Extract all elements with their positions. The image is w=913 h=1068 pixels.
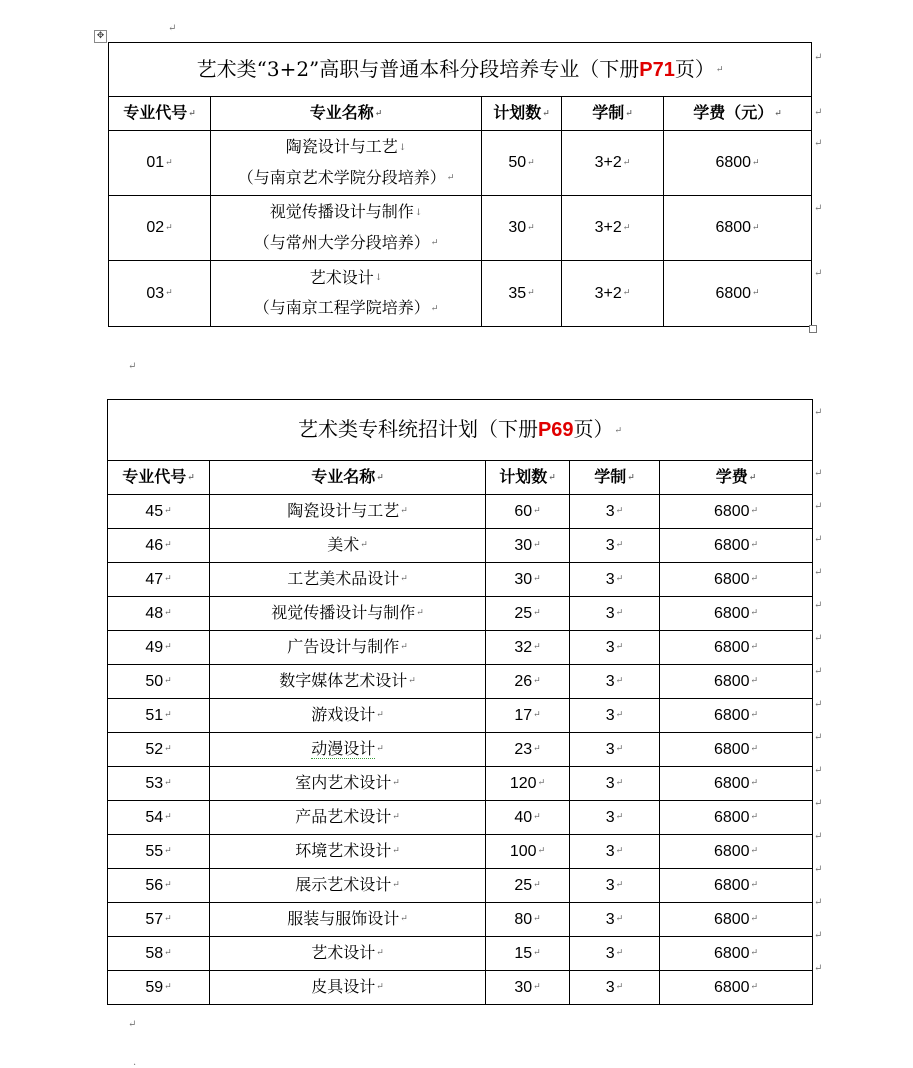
- study-system: 3↵: [570, 970, 660, 1004]
- major-code: 03↵: [109, 260, 211, 326]
- study-system: 3↵: [570, 868, 660, 902]
- table1-header-cell: 学费（元）↵: [664, 97, 812, 131]
- major-code: 51↵: [108, 698, 210, 732]
- major-name: 美术↵: [210, 528, 486, 562]
- study-system: 3↵: [570, 664, 660, 698]
- study-system: 3↵: [570, 698, 660, 732]
- tuition-fee: 6800↵: [664, 130, 812, 195]
- row-end-mark: ↵: [814, 798, 823, 809]
- study-system: 3+2↵: [562, 130, 664, 195]
- major-code: 56↵: [108, 868, 210, 902]
- major-name: 产品艺术设计↵: [210, 800, 486, 834]
- table-row: [108, 494, 813, 528]
- tuition-fee: 6800↵: [660, 902, 813, 936]
- study-system: 3↵: [570, 562, 660, 596]
- study-system: 3+2↵: [562, 195, 664, 260]
- table1-header-cell: 专业名称↵: [211, 97, 482, 131]
- table-row: [108, 562, 813, 596]
- tuition-fee: 6800↵: [660, 630, 813, 664]
- table-row: [108, 936, 813, 970]
- tuition-fee: 6800↵: [660, 766, 813, 800]
- table1-header-row: [109, 97, 812, 131]
- row-end-mark: ↵: [814, 203, 823, 214]
- table1-header-cell: 计划数↵: [482, 97, 562, 131]
- plan-count: 120↵: [486, 766, 570, 800]
- major-name: 陶瓷设计与工艺↓ （与南京艺术学院分段培养）↵: [211, 130, 482, 195]
- row-end-mark: ↵: [814, 831, 823, 842]
- paragraph-mark: ↵: [128, 1019, 137, 1030]
- plan-count: 40↵: [486, 800, 570, 834]
- major-name: 游戏设计↵: [210, 698, 486, 732]
- table2-header-cell: 专业名称↵: [210, 461, 486, 495]
- major-name: 动漫设计↵: [210, 732, 486, 766]
- row-end-mark: ↵: [814, 864, 823, 875]
- row-end-mark: ↵: [814, 633, 823, 644]
- plan-count: 80↵: [486, 902, 570, 936]
- table1-header-cell: 专业代号↵: [109, 97, 211, 131]
- study-system: 3↵: [570, 732, 660, 766]
- tuition-fee: 6800↵: [664, 195, 812, 260]
- tuition-fee: 6800↵: [660, 494, 813, 528]
- major-name: 环境艺术设计↵: [210, 834, 486, 868]
- major-code: 59↵: [108, 970, 210, 1004]
- study-system: 3↵: [570, 936, 660, 970]
- major-code: 55↵: [108, 834, 210, 868]
- study-system: 3↵: [570, 766, 660, 800]
- plan-count: 32↵: [486, 630, 570, 664]
- plan-count: 35↵: [482, 260, 562, 326]
- study-system: 3↵: [570, 902, 660, 936]
- major-name: 艺术设计↓ （与南京工程学院培养）↵: [211, 260, 482, 326]
- major-code: 58↵: [108, 936, 210, 970]
- table-row: [108, 766, 813, 800]
- paragraph-mark: .: [133, 1057, 137, 1068]
- major-name: 视觉传播设计与制作↵: [210, 596, 486, 630]
- major-name: 陶瓷设计与工艺↵: [210, 494, 486, 528]
- study-system: 3↵: [570, 494, 660, 528]
- tuition-fee: 6800↵: [660, 800, 813, 834]
- major-name: 服装与服饰设计↵: [210, 902, 486, 936]
- plan-count: 100↵: [486, 834, 570, 868]
- study-system: 3↵: [570, 800, 660, 834]
- major-code: 50↵: [108, 664, 210, 698]
- tuition-fee: 6800↵: [660, 970, 813, 1004]
- tuition-fee: 6800↵: [660, 596, 813, 630]
- major-code: 52↵: [108, 732, 210, 766]
- row-end-mark: ↵: [814, 534, 823, 545]
- row-end-mark: ↵: [814, 567, 823, 578]
- row-end-mark: ↵: [814, 468, 823, 479]
- table-row: [109, 260, 812, 326]
- table-row: [108, 698, 813, 732]
- study-system: 3+2↵: [562, 260, 664, 326]
- row-end-mark: ↵: [814, 600, 823, 611]
- plan-count: 23↵: [486, 732, 570, 766]
- tuition-fee: 6800↵: [660, 936, 813, 970]
- major-name: 广告设计与制作↵: [210, 630, 486, 664]
- study-system: 3↵: [570, 630, 660, 664]
- tuition-fee: 6800↵: [660, 698, 813, 732]
- table-row: [108, 868, 813, 902]
- table-row: [108, 732, 813, 766]
- table-row: [108, 970, 813, 1004]
- major-code: 48↵: [108, 596, 210, 630]
- major-name: 展示艺术设计↵: [210, 868, 486, 902]
- row-end-mark: ↵: [814, 501, 823, 512]
- plan-count: 30↵: [482, 195, 562, 260]
- table-row: [108, 528, 813, 562]
- major-code: 46↵: [108, 528, 210, 562]
- row-end-mark: ↵: [814, 107, 823, 118]
- table-row: [109, 195, 812, 260]
- table2-body: [108, 494, 813, 1004]
- table2-header-cell: 计划数↵: [486, 461, 570, 495]
- row-end-mark: ↵: [814, 407, 823, 418]
- table-move-handle-icon[interactable]: ✥: [94, 30, 107, 43]
- table1-header-cell: 学制↵: [562, 97, 664, 131]
- major-code: 53↵: [108, 766, 210, 800]
- tuition-fee: 6800↵: [660, 562, 813, 596]
- major-name: 工艺美术品设计↵: [210, 562, 486, 596]
- plan-count: 15↵: [486, 936, 570, 970]
- study-system: 3↵: [570, 528, 660, 562]
- row-end-mark: ↵: [814, 897, 823, 908]
- table-row: [108, 596, 813, 630]
- table-row: [108, 630, 813, 664]
- major-name: 室内艺术设计↵: [210, 766, 486, 800]
- paragraph-mark: ↵: [128, 361, 137, 372]
- row-end-mark: ↵: [814, 963, 823, 974]
- table-row: [108, 800, 813, 834]
- tuition-fee: 6800↵: [660, 834, 813, 868]
- major-code: 47↵: [108, 562, 210, 596]
- major-name: 皮具设计↵: [210, 970, 486, 1004]
- major-name: 视觉传播设计与制作↓ （与常州大学分段培养）↵: [211, 195, 482, 260]
- table2-header-cell: 学制↵: [570, 461, 660, 495]
- study-system: 3↵: [570, 596, 660, 630]
- table-row: [108, 902, 813, 936]
- table1-title: 艺术类“3+2”高职与普通本科分段培养专业（下册P71页）↵: [109, 43, 812, 97]
- row-end-mark: ↵: [814, 268, 823, 279]
- table-resize-handle-icon[interactable]: [809, 325, 817, 333]
- table-row: [109, 130, 812, 195]
- table-3plus2-majors: [108, 42, 812, 327]
- row-end-mark: ↵: [814, 765, 823, 776]
- table-art-college-plan: [107, 399, 813, 1005]
- tuition-fee: 6800↵: [660, 868, 813, 902]
- row-end-mark: ↵: [814, 138, 823, 149]
- tuition-fee: 6800↵: [660, 732, 813, 766]
- plan-count: 30↵: [486, 562, 570, 596]
- major-code: 49↵: [108, 630, 210, 664]
- major-name: 数字媒体艺术设计↵: [210, 664, 486, 698]
- table2-header-cell: 专业代号↵: [108, 461, 210, 495]
- plan-count: 17↵: [486, 698, 570, 732]
- major-name: 艺术设计↵: [210, 936, 486, 970]
- tuition-fee: 6800↵: [660, 528, 813, 562]
- table2-header-cell: 学费↵: [660, 461, 813, 495]
- table-row: [108, 664, 813, 698]
- plan-count: 60↵: [486, 494, 570, 528]
- row-end-mark: ↵: [814, 666, 823, 677]
- row-end-mark: ↵: [814, 52, 823, 63]
- major-code: 02↵: [109, 195, 211, 260]
- plan-count: 30↵: [486, 970, 570, 1004]
- major-code: 54↵: [108, 800, 210, 834]
- table2-title: 艺术类专科统招计划（下册P69页）↵: [108, 400, 813, 461]
- plan-count: 25↵: [486, 868, 570, 902]
- study-system: 3↵: [570, 834, 660, 868]
- row-end-mark: ↵: [814, 732, 823, 743]
- table2-title-page: P69: [537, 419, 574, 442]
- tuition-fee: 6800↵: [660, 664, 813, 698]
- row-end-mark: ↵: [814, 930, 823, 941]
- plan-count: 25↵: [486, 596, 570, 630]
- table1-title-page: P71: [639, 58, 675, 81]
- table2-header-row: [108, 461, 813, 495]
- major-code: 57↵: [108, 902, 210, 936]
- table-row: [108, 834, 813, 868]
- row-end-mark: ↵: [814, 699, 823, 710]
- paragraph-mark: ↵: [168, 23, 177, 34]
- plan-count: 26↵: [486, 664, 570, 698]
- tuition-fee: 6800↵: [664, 260, 812, 326]
- plan-count: 50↵: [482, 130, 562, 195]
- plan-count: 30↵: [486, 528, 570, 562]
- major-code: 45↵: [108, 494, 210, 528]
- major-code: 01↵: [109, 130, 211, 195]
